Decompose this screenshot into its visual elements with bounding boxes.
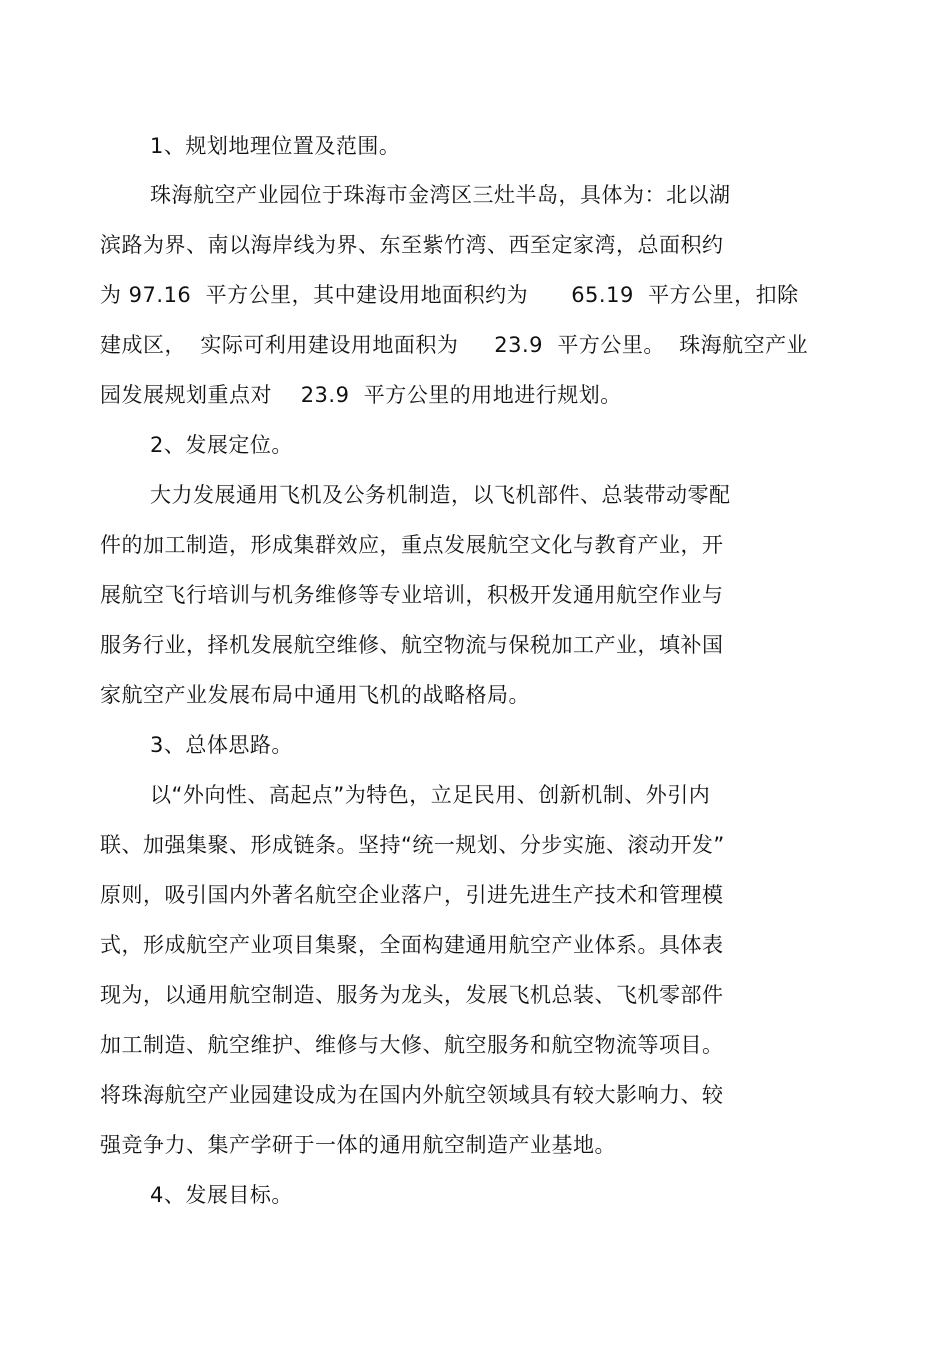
heading-location-scope: 1、规划地理位置及范围。 (150, 134, 401, 158)
paragraph-line: 园发展规划重点对 23.9 平方公里的用地进行规划。 (100, 383, 622, 407)
heading-development-goals: 4、发展目标。 (150, 1183, 293, 1207)
paragraph-line: 原则，吸引国内外著名航空企业落户，引进先进生产技术和管理模 (100, 883, 724, 907)
paragraph-line: 展航空飞行培训与机务维修等专业培训，积极开发通用航空作业与 (100, 583, 724, 607)
paragraph-line: 强竞争力、集产学研于一体的通用航空制造产业基地。 (100, 1133, 616, 1157)
heading-overall-approach: 3、总体思路。 (150, 733, 293, 757)
paragraph-line: 将珠海航空产业园建设成为在国内外航空领域具有较大影响力、较 (100, 1083, 724, 1107)
paragraph-line: 服务行业，择机发展航空维修、航空物流与保税加工产业，填补国 (100, 633, 724, 657)
paragraph-line: 现为，以通用航空制造、服务为龙头，发展飞机总装、飞机零部件 (100, 983, 724, 1007)
paragraph-line: 建成区， 实际可利用建设用地面积为 23.9 平方公里。 珠海航空产业 (100, 333, 809, 357)
paragraph-line: 珠海航空产业园位于珠海市金湾区三灶半岛，具体为：北以湖 (150, 183, 731, 207)
paragraph-line: 件的加工制造，形成集群效应，重点发展航空文化与教育产业，开 (100, 533, 724, 557)
paragraph-line: 联、加强集聚、形成链条。坚持“统一规划、分步实施、滚动开发” (100, 833, 725, 857)
paragraph-line: 滨路为界、南以海岸线为界、东至紫竹湾、西至定家湾，总面积约 (100, 233, 724, 257)
paragraph-line: 式，形成航空产业项目集聚，全面构建通用航空产业体系。具体表 (100, 933, 724, 957)
paragraph-line: 家航空产业发展布局中通用飞机的战略格局。 (100, 683, 530, 707)
paragraph-line: 大力发展通用飞机及公务机制造，以飞机部件、总装带动零配 (150, 483, 731, 507)
paragraph-line: 为 97.16 平方公里，其中建设用地面积约为 65.19 平方公里，扣除 (100, 283, 799, 307)
paragraph-line: 加工制造、航空维护、维修与大修、航空服务和航空物流等项目。 (100, 1033, 724, 1057)
heading-positioning: 2、发展定位。 (150, 433, 293, 457)
paragraph-line: 以“外向性、高起点”为特色，立足民用、创新机制、外引内 (150, 783, 711, 807)
